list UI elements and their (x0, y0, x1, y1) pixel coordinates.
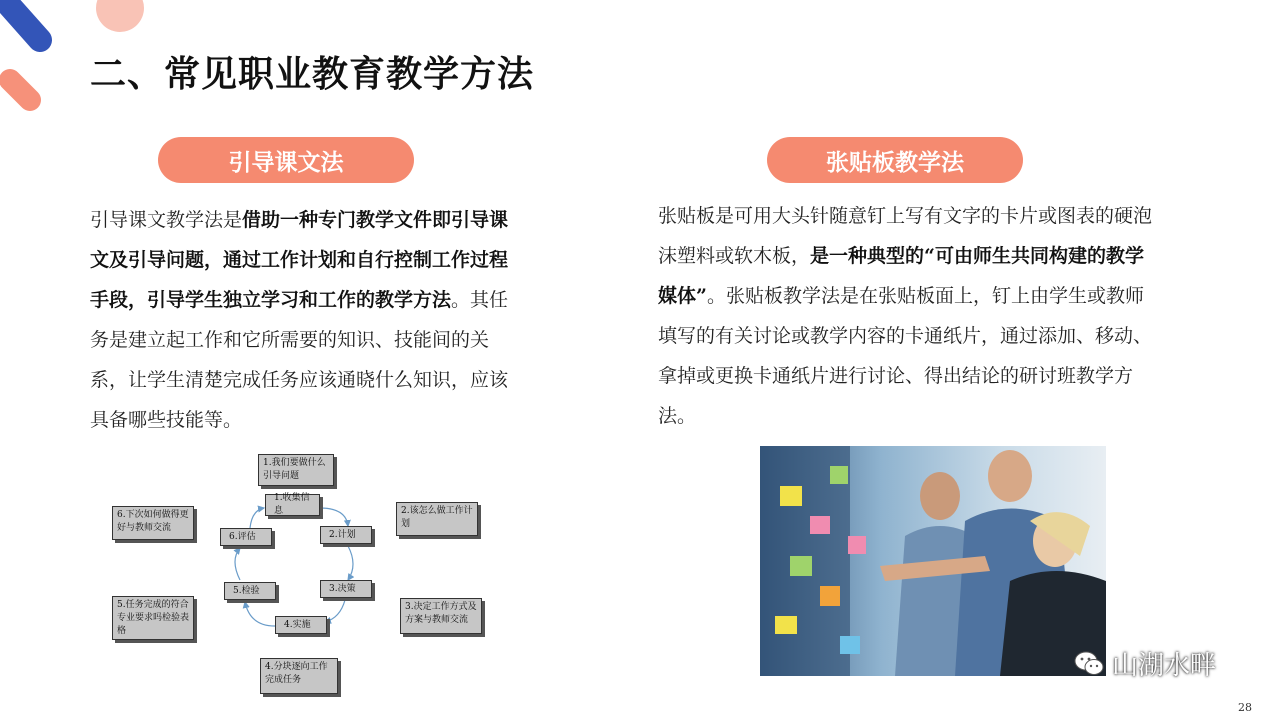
page-title: 二、常见职业教育教学方法 (90, 53, 535, 95)
note-4: 4.分块逐向工作 完成任务 (260, 658, 338, 694)
arrow-5-6 (235, 548, 240, 580)
cycle-step-5: 5.检验 (224, 582, 276, 600)
paragraph-left (90, 200, 515, 440)
arrow-6-1 (250, 508, 264, 528)
guided-text-cycle-diagram (100, 450, 500, 705)
cycle-step-1: 1.收集信息 (265, 494, 320, 516)
paragraph-left-part1: 引导课文教学法是 (90, 209, 243, 231)
heading-pill-right (767, 137, 1023, 183)
classroom-photo (760, 446, 1106, 676)
watermark (1074, 645, 1216, 682)
arrow-1-2 (320, 508, 348, 526)
watermark-text: 山湖水畔 (1112, 651, 1217, 681)
paragraph-right-part1: 张贴板是可用大头针随意钉上写有文字的卡片或图表的硬泡沫塑料或软木板， (658, 205, 1153, 267)
photo-illustration (760, 446, 1106, 676)
paragraph-right-part2: 。张贴板教学法是在张贴板面上，钉上由学生或教师填写的有关讨论或教学内容的卡通纸片，通过添加、移动、拿掉或更换卡通纸片进行讨论、得出结论的研讨班教学方法。 (658, 285, 1153, 427)
pink-circle (96, 0, 144, 32)
paragraph-right (658, 196, 1156, 436)
salmon-stripe (10, 80, 30, 100)
cycle-step-6: 6.评估 (220, 528, 272, 546)
heading-pill-left (158, 137, 414, 183)
cycle-step-4: 4.实施 (275, 616, 327, 634)
paragraph-left-bold: 借助一种专门教学文件即引导课文及引导问题，通过工作计划和自行控制工作过程手段，引导学生独立学习和工作的教学方法 (90, 209, 509, 311)
note-6: 6.下次如何做得更好与教师交流 (112, 506, 194, 540)
wechat-icon (1074, 651, 1104, 677)
paragraph-right-bold: 是一种典型的“可由师生共同构建的教学媒体” (658, 245, 1144, 307)
note-2: 2.该怎么做工作计划 (396, 502, 478, 536)
heading-left-text: 引导课文法 (228, 149, 344, 176)
page-number: 28 (1238, 701, 1252, 714)
cycle-step-3: 3.决策 (320, 580, 372, 598)
note-3: 3.决定工作方式及方案与教师交流 (400, 598, 482, 634)
cycle-step-2: 2.计划 (320, 526, 372, 544)
arrow-2-3 (348, 546, 353, 580)
arrow-3-4 (325, 600, 345, 622)
blue-stripe (8, 4, 40, 40)
note-5: 5.任务完成的符合专业要求吗检验表格 (112, 596, 194, 640)
note-1: 1.我们要做什么 引导问题 (258, 454, 334, 486)
paragraph-left-part2: 。其任务是建立起工作和它所需要的知识、技能间的关系，让学生清楚完成任务应该通晓什么知识，应该具备哪些技能等。 (90, 289, 509, 431)
arrow-4-5 (245, 602, 275, 626)
heading-right-text: 张贴板教学法 (826, 149, 964, 176)
